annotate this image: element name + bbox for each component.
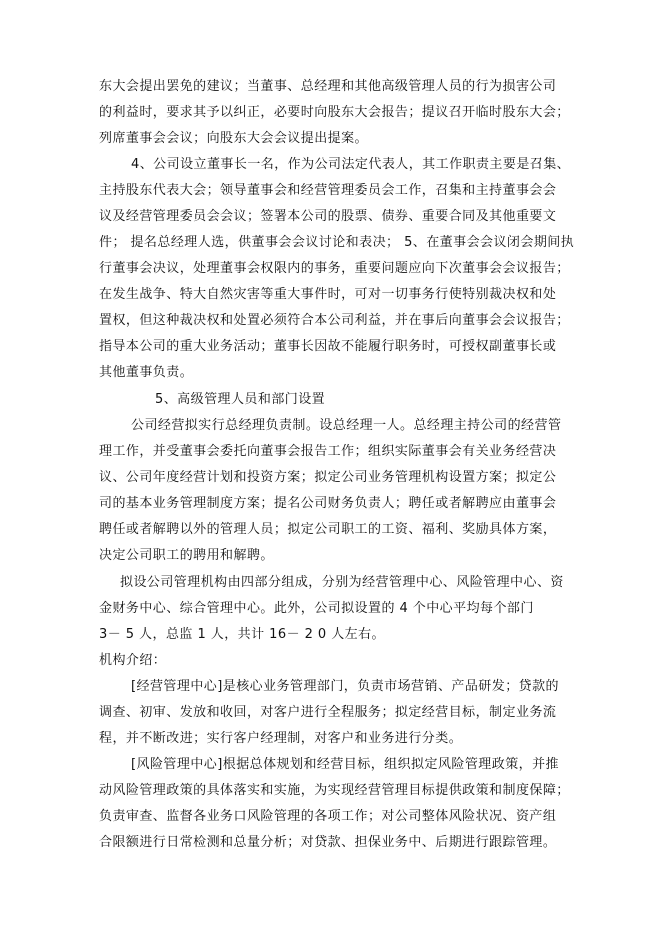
text-line: 置权，但这种裁决权和处置必须符合本公司利益，并在事后向董事会会议报告；: [99, 313, 570, 328]
text-line: 4、公司设立董事长一名，作为公司法定代表人，其工作职责主要是召集、: [131, 157, 571, 172]
text-line: 合限额进行日常检测和总量分析；对贷款、担保业务中、后期进行跟踪管理。: [99, 835, 557, 850]
text-line: 公司经营拟实行总经理负责制。设总经理一人。总经理主持公司的经营管: [131, 418, 562, 433]
text-line: 理工作，并受董事会委托向董事会报告工作；组织实际董事会有关业务经营决: [99, 444, 557, 459]
text-line: 程，并不断改进；实行客户经理制，对客户和业务进行分类。: [99, 731, 463, 746]
text-line: [经营管理中心]是核心业务管理部门，负责市场营销、产品研发；贷款的: [131, 679, 559, 694]
text-line: 负责审查、监督各业务口风险管理的各项工作；对公司整体风险状况、资产组: [99, 809, 557, 824]
section-label: 机构介绍：: [99, 653, 167, 668]
text-line: 金财务中心、综合管理中心。此外，公司拟设置的 4 个中心平均每个部门: [99, 601, 534, 616]
text-line: 列席董事会会议；向股东大会会议提出提案。: [99, 131, 369, 146]
text-line: 议及经营管理委员会会议；签署本公司的股票、债券、重要合同及其他重要文: [99, 209, 557, 224]
text-line: 在发生战争、特大自然灾害等重大事件时，可对一切事务行使特别裁决权和处: [99, 287, 557, 302]
text-line: 聘任或者解聘以外的管理人员；拟定公司职工的工资、福利、奖励具体方案，: [99, 522, 557, 537]
text-line: 动风险管理政策的具体落实和实施，为实现经营管理目标提供政策和制度保障；: [99, 783, 570, 798]
text-line: 行董事会决议，处理董事会权限内的事务，重要问题应向下次董事会会议报告；: [99, 261, 570, 276]
text-line: 东大会提出罢免的建议；当董事、总经理和其他高级管理人员的行为损害公司: [99, 79, 557, 94]
text-line: 拟设公司管理机构由四部分组成，分别为经营管理中心、风险管理中心、资: [120, 575, 564, 590]
text-line: 指导本公司的重大业务活动；董事长因故不能履行职务时，可授权副董事长或: [99, 339, 557, 354]
section-heading: 5、高级管理人员和部门设置: [155, 392, 326, 407]
text-line: 司的基本业务管理制度方案；提名公司财务负责人；聘任或者解聘应由董事会: [99, 496, 557, 511]
text-line: 决定公司职工的聘用和解聘。: [99, 548, 274, 563]
text-line: 调查、初审、发放和收回，对客户进行全程服务；拟定经营目标，制定业务流: [99, 705, 557, 720]
text-line: 件； 提名总经理人选，供董事会会议讨论和表决； 5、在董事会会议闭会期间执: [99, 235, 575, 250]
text-line: 主持股东代表大会；领导董事会和经营管理委员会工作，召集和主持董事会会: [99, 183, 557, 198]
text-line: 的利益时，要求其予以纠正，必要时向股东大会报告；提议召开临时股东大会；: [99, 105, 570, 120]
text-line: 议、公司年度经营计划和投资方案；拟定公司业务管理机构设置方案；拟定公: [99, 470, 557, 485]
text-line: 3－ 5 人，总监 1 人，共计 16－ 2 0 人左右。: [99, 627, 386, 642]
text-line: 其他董事负责。: [99, 365, 194, 380]
text-line: [风险管理中心]根据总体规划和经营目标，组织拟定风险管理政策，并推: [131, 757, 559, 772]
